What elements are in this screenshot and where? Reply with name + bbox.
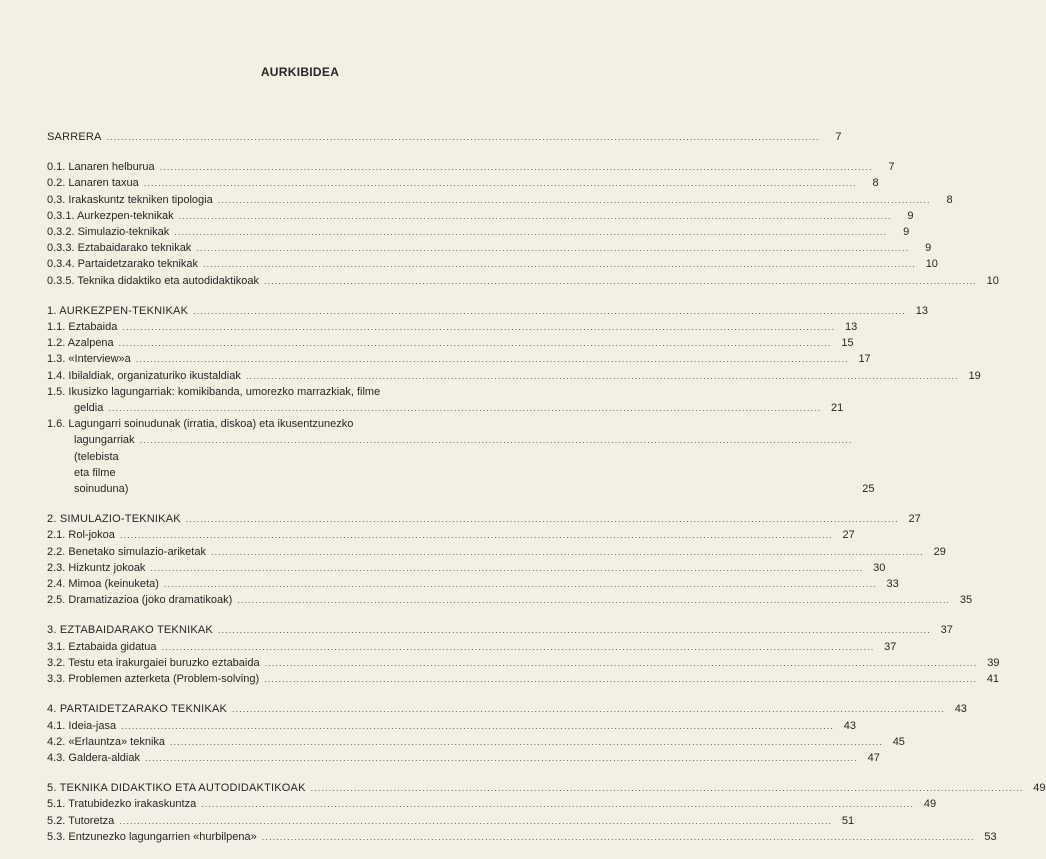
toc-entry-page: 49	[1033, 782, 1046, 795]
toc-entry-label: 4.1. Ideia-jasa	[47, 719, 117, 732]
toc-entry-page: 43	[954, 703, 967, 716]
toc-entry-text	[47, 416, 856, 497]
toc-entry-page: 10	[986, 274, 999, 287]
toc-entry-continuation	[47, 400, 825, 416]
toc-entry-label: 5. TEKNIKA DIDAKTIKO ETA AUTODIDAKTIKOAK	[47, 782, 306, 795]
dot-leader	[232, 701, 945, 717]
toc-entry-page: 7	[888, 161, 895, 174]
dot-leader	[201, 796, 914, 812]
dot-leader	[120, 527, 833, 543]
toc-entry	[47, 592, 973, 608]
toc-entry-page: 15	[841, 337, 854, 350]
toc-entry-page: 17	[858, 353, 871, 366]
toc-entry	[47, 335, 854, 351]
toc-entry-text	[47, 384, 825, 416]
toc-chapter-heading	[47, 303, 929, 319]
dot-leader	[170, 734, 883, 750]
toc-entry-page: 7	[835, 131, 842, 143]
toc-entry	[47, 175, 879, 191]
dot-leader	[122, 319, 835, 335]
toc-entry-page: 13	[915, 304, 929, 317]
toc-section-2	[47, 511, 973, 608]
toc-entry-page: 49	[923, 798, 937, 811]
dot-leader	[179, 208, 892, 224]
toc-entry-label: 1.3. «Interview»a	[47, 353, 131, 366]
toc-entry	[47, 576, 899, 592]
toc-entry-page: 9	[925, 242, 932, 255]
toc-entry	[47, 829, 997, 845]
toc-entry	[47, 718, 857, 734]
dot-leader	[108, 400, 821, 416]
dot-leader	[136, 351, 849, 367]
toc-entry-label: SARRERA	[47, 131, 102, 143]
toc-entry-label-continued: lagungarriak (telebista eta filme soinuduna)	[74, 434, 135, 496]
toc-entry-label: 0.3.1. Aurkezpen-teknikak	[47, 209, 174, 222]
toc-entry-multiline	[47, 384, 844, 416]
dot-leader	[160, 159, 873, 175]
toc-entry	[47, 527, 855, 543]
toc-entry-page: 27	[908, 513, 921, 526]
toc-chapter-heading	[47, 780, 1046, 796]
toc-entry-page: 35	[959, 594, 973, 607]
toc-entry-page: 51	[841, 814, 855, 827]
dot-leader	[246, 368, 959, 384]
toc-entry-multiline	[47, 416, 875, 497]
toc-entry-page: 10	[925, 258, 938, 271]
toc-entry-label: 4. PARTAIDETZARAKO TEKNIKAK	[47, 703, 228, 716]
toc-entry-label: 0.3.5. Teknika didaktiko eta autodidaktikoak	[47, 274, 259, 287]
toc-entry-page: 21	[831, 402, 844, 415]
toc-entry-label: 3.1. Eztabaida gidatua	[47, 640, 157, 653]
dot-leader	[144, 175, 857, 191]
dot-leader	[119, 813, 832, 829]
toc-entry-page: 8	[872, 177, 879, 190]
dot-leader	[311, 780, 1024, 796]
toc-entry	[47, 544, 946, 560]
dot-leader	[150, 560, 863, 576]
toc-section-1	[47, 303, 981, 497]
toc-entry-label: 3. EZTABAIDARAKO TEKNIKAK	[47, 624, 213, 637]
toc-chapter-heading	[47, 701, 967, 717]
toc-section-intro	[47, 129, 842, 145]
toc-entry-label: 5.1. Tratubidezko irakaskuntza	[47, 798, 197, 811]
toc-entry-label: 5.2. Tutoretza	[47, 814, 115, 827]
toc-entry-label: 2.3. Hizkuntz jokoak	[47, 561, 146, 574]
toc-entry-page: 39	[987, 656, 1000, 669]
toc-section-4	[47, 701, 967, 766]
toc-entry	[47, 159, 895, 175]
toc-entry	[47, 273, 999, 289]
dot-leader	[161, 639, 874, 655]
toc-entry-label: 2.1. Rol-jokoa	[47, 529, 115, 542]
toc-entry-label: 2.5. Dramatizazioa (joko dramatikoak)	[47, 594, 233, 607]
dot-leader	[196, 240, 909, 256]
toc-entry-label: 0.3.4. Partaidetzarako teknikak	[47, 258, 199, 271]
toc-entry-page: 19	[968, 369, 981, 382]
dot-leader	[265, 655, 978, 671]
toc-entry	[47, 796, 937, 812]
dot-leader	[237, 592, 950, 608]
dot-leader	[107, 129, 820, 145]
toc-entry	[47, 208, 914, 224]
toc-entry	[47, 224, 910, 240]
table-of-contents	[47, 129, 1046, 859]
dot-leader	[119, 335, 832, 351]
toc-entry-label: 0.2. Lanaren taxua	[47, 177, 139, 190]
dot-leader	[264, 671, 977, 687]
toc-entry-label: 1.2. Azalpena	[47, 337, 114, 350]
toc-entry	[47, 655, 1000, 671]
toc-entry-label: 0.3.2. Simulazio-teknikak	[47, 226, 170, 239]
toc-entry-label: 2. SIMULAZIO-TEKNIKAK	[47, 513, 181, 526]
toc-section-0	[47, 159, 999, 289]
toc-entry	[47, 671, 1000, 687]
toc-entry	[47, 750, 880, 766]
toc-entry-page: 27	[842, 529, 855, 542]
toc-entry-page: 53	[984, 830, 997, 843]
toc-entry-label: 1. AURKEZPEN-TEKNIKAK	[47, 304, 189, 317]
toc-entry	[47, 560, 886, 576]
toc-entry-page: 8	[946, 193, 953, 206]
dot-leader	[262, 829, 975, 845]
toc-entry-page: 43	[843, 719, 857, 732]
toc-entry-page: 13	[845, 321, 858, 334]
toc-entry-page: 33	[886, 578, 899, 591]
dot-leader	[218, 622, 931, 638]
toc-entry-label: 5.3. Entzunezko lagungarrien «hurbilpena»	[47, 830, 257, 843]
dot-leader	[203, 256, 916, 272]
toc-entry-label: 0.3.3. Eztabaidarako teknikak	[47, 242, 192, 255]
toc-entry-label: 4.2. «Erlauntza» teknika	[47, 735, 166, 748]
dot-leader	[174, 224, 887, 240]
toc-entry-label: 2.4. Mimoa (keinuketa)	[47, 578, 159, 591]
dot-leader	[140, 432, 853, 448]
toc-entry-label: 1.6. Lagungarri soinudunak (irratia, diskoa) eta ikusentzunezko	[47, 418, 354, 431]
toc-chapter-heading	[47, 622, 953, 638]
toc-entry-page: 37	[884, 640, 897, 653]
toc-entry	[47, 639, 897, 655]
toc-section-5	[47, 780, 1046, 845]
toc-entry	[47, 368, 981, 384]
dot-leader	[264, 273, 977, 289]
toc-entry-label: 4.3. Galdera-aldiak	[47, 751, 140, 764]
toc-entry-page: 45	[892, 735, 905, 748]
toc-entry-page: 9	[903, 226, 910, 239]
toc-entry-continuation	[47, 432, 856, 497]
toc-entry-label: 1.1. Eztabaida	[47, 321, 118, 334]
dot-leader	[145, 750, 858, 766]
toc-entry	[47, 734, 905, 750]
toc-entry-sarrera	[47, 129, 842, 145]
toc-entry-page: 25	[862, 483, 875, 496]
dot-leader	[186, 511, 899, 527]
dot-leader	[193, 303, 906, 319]
toc-entry-label: 0.3. Irakaskuntz tekniken tipologia	[47, 193, 213, 206]
toc-entry-page: 29	[933, 545, 946, 558]
dot-leader	[121, 718, 834, 734]
toc-entry-label: 0.1. Lanaren helburua	[47, 161, 155, 174]
toc-entry-label: 3.3. Problemen azterketa (Problem-solving)	[47, 673, 260, 686]
toc-entry-label: 1.4. Ibilaldiak, organizaturiko ikustaldiak	[47, 369, 241, 382]
toc-chapter-heading	[47, 511, 921, 527]
toc-entry	[47, 256, 938, 272]
dot-leader	[164, 576, 877, 592]
toc-entry-page: 41	[986, 673, 1000, 686]
toc-entry	[47, 813, 855, 829]
toc-entry-label-continued: geldia	[74, 402, 104, 415]
toc-entry-page: 37	[940, 624, 953, 637]
toc-entry	[47, 351, 871, 367]
toc-entry-page: 47	[867, 751, 880, 764]
dot-leader	[218, 192, 931, 208]
toc-entry-label: 1.5. Ikusizko lagungarriak: komikibanda, umorezko marrazkiak, filme	[47, 385, 381, 398]
toc-entry-label: 3.2. Testu eta irakurgaiei buruzko eztabaida	[47, 656, 260, 669]
toc-entry	[47, 319, 858, 335]
dot-leader	[211, 544, 924, 560]
toc-entry	[47, 240, 932, 256]
toc-entry-label: 2.2. Benetako simulazio-ariketak	[47, 545, 206, 558]
toc-entry-page: 30	[873, 561, 886, 574]
toc-section-3	[47, 622, 1000, 687]
toc-entry	[47, 192, 953, 208]
page-title: AURKIBIDEA	[260, 65, 340, 79]
toc-entry-page: 9	[907, 209, 914, 222]
